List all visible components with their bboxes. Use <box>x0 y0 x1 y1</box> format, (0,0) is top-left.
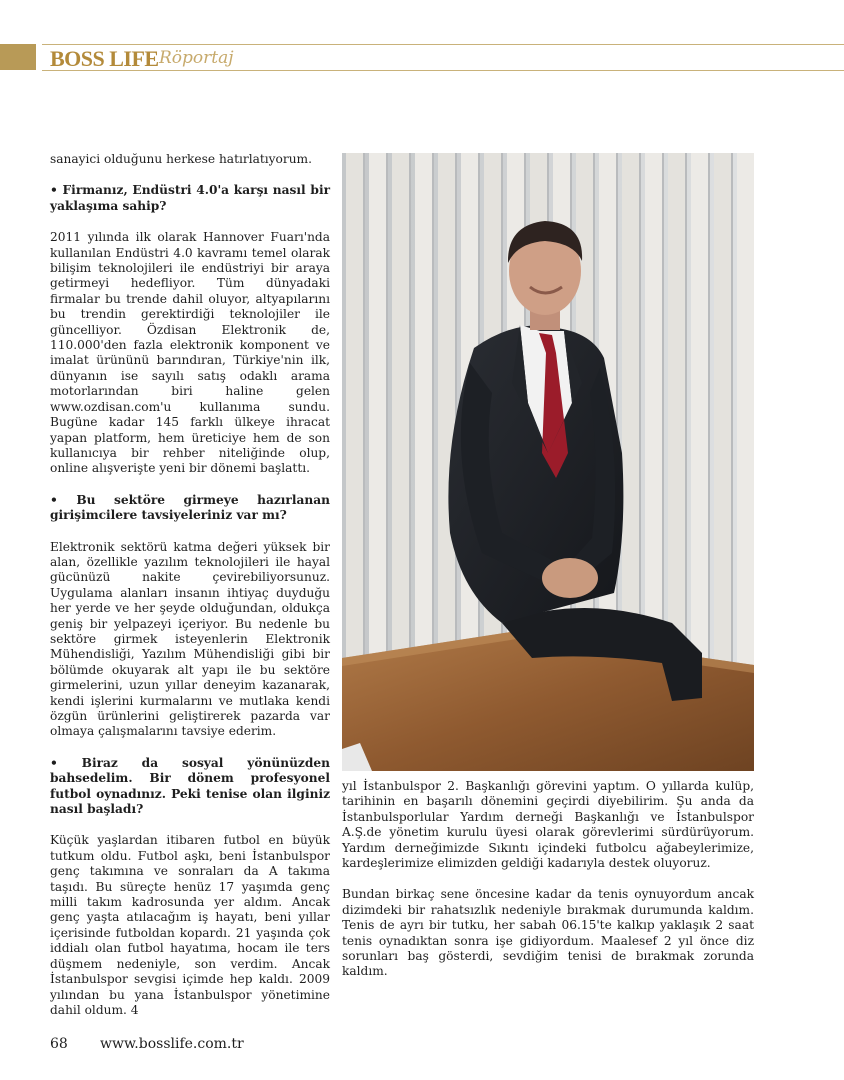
window-blind-slat <box>346 153 363 713</box>
interview-question: • Biraz da sosyal yönünüzden bahsedelim. Bir dönem profesyonel futbol oynadınız. Peki tenise olan ilginiz nasıl başladı? <box>50 755 330 817</box>
window-blind-slat <box>415 153 432 713</box>
window-blind-slat <box>737 153 754 713</box>
interview-question: • Bu sektöre girmeye hazırlanan girişimcilere tavsiyeleriniz var mı? <box>50 492 330 523</box>
footer-website: www.bosslife.com.tr <box>100 1036 244 1052</box>
body-paragraph: Küçük yaşlardan itibaren futbol en büyük tutkum oldu. Futbol aşkı, beni İstanbulspor genç takımına ve sonraları da A takıma taşıdı. Bu süreçte henüz 17 yaşımda genç milli takım kadrosunda yer aldım. Ancak genç yaşta atılacağım iş hayatı, beni yıllar içerisinde futboldan kopardı. 21 yaşında çok iddialı olan futbol hayatıma, hocam ile ters düşmem nedeniyle, son verdim. Ancak İstanbulspor sevgisi içimde hep kaldı. 2009 yılından bu yana İstanbulspor yönetimine dahil oldum. 4 <box>50 833 330 1017</box>
body-paragraph: Elektronik sektörü katma değeri yüksek bir alan, özellikle yazılım teknolojileri ile hayal gücünüzü nakite çevirebiliyorsunuz. Uygulama alanları insanın ihtiyaç duyduğu her yerde ve her şeyde olduğundan, oldukça geniş bir yelpazeyi içeriyor. Bu nedenle bu sektöre girmek isteyenlerin Elektronik Mühendisliği, Yazılım Mühendisliği gibi bir bölümde okuyarak alt yapı ile bu sektöre girmelerini, uzun yıllar deneyim kazanarak, kendi işlerini kurmalarını ve mutlaka kendi özgün ürünlerini geliştirerek pazarda var olmaya çalışmalarını tavsiye ederim. <box>50 539 330 739</box>
header-rule-top <box>42 44 844 45</box>
portrait-photo <box>342 153 754 771</box>
header-gold-tab <box>0 44 36 70</box>
interview-question: • Firmanız, Endüstri 4.0'a karşı nasıl bir yaklaşıma sahip? <box>50 183 330 213</box>
left-text-column <box>50 152 330 1018</box>
window-blind-slat <box>438 153 455 713</box>
body-paragraph: 2011 yılında ilk olarak Hannover Fuarı'nda kullanılan Endüstri 4.0 kavramı temel olarak bilişim teknolojileri ile endüstriyi bir araya getirmeyi hedefliyor. Tüm dünyadaki firmalar bu trende dahil oluyor, altyapılarını bu trendin gerektirdiği teknolojiler ile güncelliyor. Özdisan Elektronik de, 110.000'den fazla elektronik komponent ve imalat ürününü barındıran, Türkiye'nin ilk, dünyanın ise sayılı satış odaklı arama motorlarından biri haline gelen www.ozdisan.com'u kullanıma sundu. Bugüne kadar 145 farklı ülkeye ihracat yapan platform, hem üreticiye hem de son kullanıcıya bir rehber niteliğinde olup, online alışverişte yeni bir dönemi başlattı. <box>50 230 330 476</box>
window-blind-slat <box>714 153 731 713</box>
page-number: 68 <box>50 1036 68 1052</box>
right-text-column <box>342 779 754 980</box>
body-paragraph: Bundan birkaç sene öncesine kadar da tenis oynuyordum ancak dizimdeki bir rahatsızlık nedeniyle bırakmak durumunda kaldım. Tenis de ayrı bir tutku, her sabah 06.15'te kalkıp yaklaşık 2 saat tenis oynadıktan sonra işe gidiyordum. Maalesef 2 yıl önce diz sorunları baş gösterdi, sevdiğim tenisi de bırakmak zorunda kaldım. <box>342 887 754 979</box>
body-paragraph: sanayici olduğunu herkese hatırlatıyorum. <box>50 152 312 166</box>
body-paragraph: yıl İstanbulspor 2. Başkanlığı görevini yaptım. O yıllarda kulüp, tarihinin en başarılı dönemini geçirdi diyebilirim. Şu anda da İstanbulsporlular Yardım derneği Başkanlığı ve İstanbulspor A.Ş.de yönetim kurulu üyesi olarak görevlerimi sürdürüyorum. Yardım derneğimizde Sıkıntı içindeki futbolcu ağabeylerimize, kardeşlerimize elimizden geldiği kadarıyla destek oluyoruz. <box>342 779 754 871</box>
magazine-logo: BOSS LIFE <box>50 46 159 71</box>
window-blind-slat <box>691 153 708 713</box>
window-blind-slat <box>369 153 386 713</box>
header-rule-bottom <box>42 70 844 71</box>
section-title: Röportaj <box>159 48 234 68</box>
window-blind-slat <box>392 153 409 713</box>
